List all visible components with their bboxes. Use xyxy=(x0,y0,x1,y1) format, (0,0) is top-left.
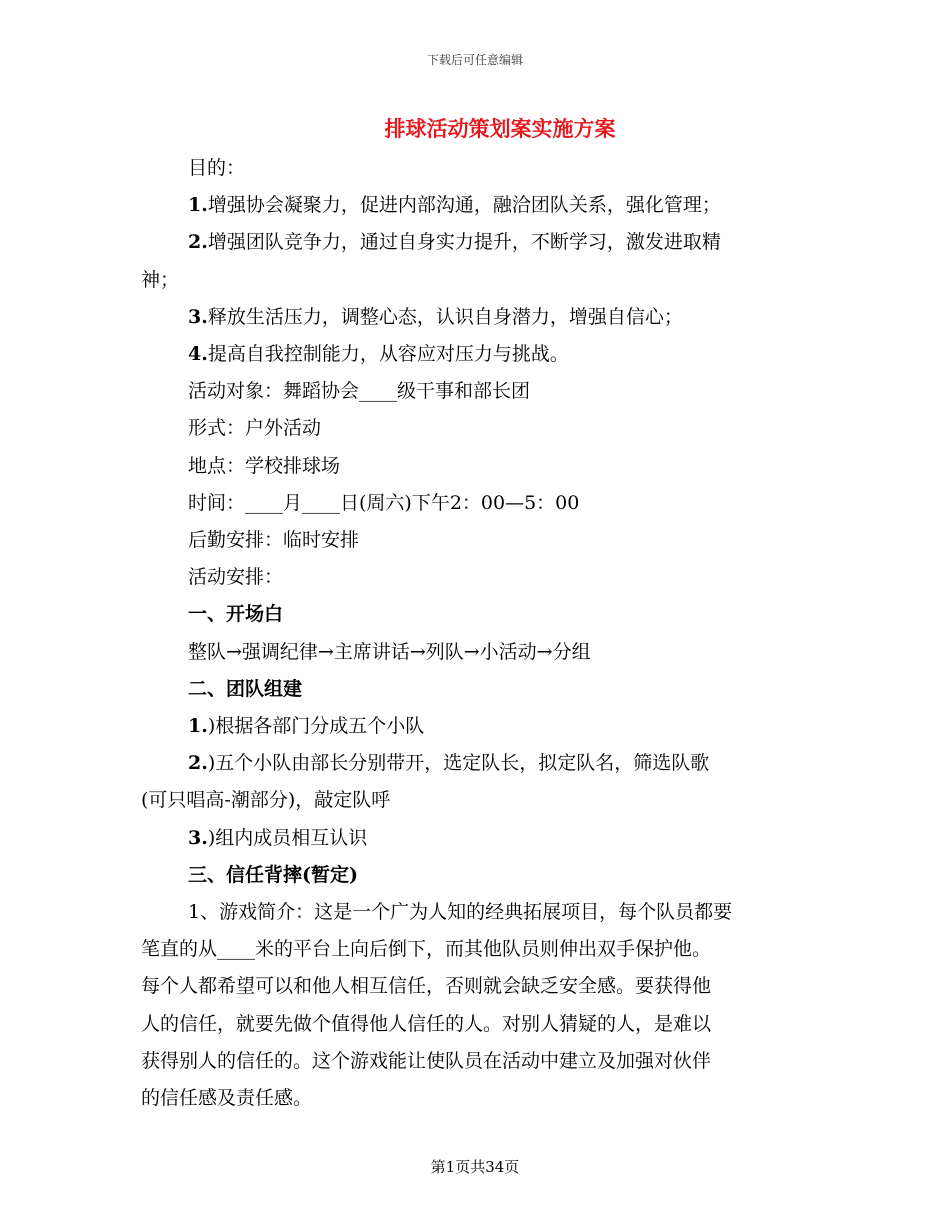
section-2-item-3 xyxy=(141,820,811,857)
item-number: 2. xyxy=(188,231,208,254)
item-text: 增强协会凝聚力，促进内部沟通，融洽团队关系，强化管理； xyxy=(207,194,721,217)
purpose-label: 目的： xyxy=(188,157,246,179)
section-2-item-2 xyxy=(141,745,811,782)
section-1-flow: 整队→强调纪律→主席讲话→列队→小活动→分组 xyxy=(188,640,591,663)
game-intro-line-5: 获得别人的信任的。这个游戏能让使队员在活动中建立及加强对伙伴 xyxy=(141,1049,712,1072)
item-text: )根据各部门分成五个小队 xyxy=(207,715,425,738)
item-text: 释放生活压力，调整心态，认识自身潜力，增强自信心； xyxy=(207,305,683,328)
game-intro-line-1: 1、游戏简介：这是一个广为人知的经典拓展项目，每个队员都要 xyxy=(188,901,733,924)
item-number: 1. xyxy=(188,715,208,738)
section-1-title: 一、开场白 xyxy=(188,603,284,626)
item-text: )五个小队由部长分别带开，选定队长，拟定队名，筛选队歌 xyxy=(207,752,710,775)
document-title: 排球活动策划案实施方案 xyxy=(384,116,616,141)
activity-logistics: 后勤安排：临时安排 xyxy=(188,529,360,552)
item-text: 提高自我控制能力，从容应对压力与挑战。 xyxy=(207,343,569,366)
item-number: 1. xyxy=(188,194,208,217)
item-number: 3. xyxy=(188,305,208,328)
activity-form: 形式：户外活动 xyxy=(188,417,322,440)
page-footer: 第1页共34页 xyxy=(430,1158,520,1176)
item-text: 增强团队竞争力，通过自身实力提升，不断学习，激发进取精 xyxy=(207,231,721,254)
purpose-item-3 xyxy=(141,299,811,336)
item-number: 3. xyxy=(188,826,208,849)
purpose-item-1 xyxy=(141,187,811,224)
purpose-item-2-continued: 神； xyxy=(141,268,180,291)
document-body xyxy=(141,150,811,1117)
game-intro-line-3: 每个人都希望可以和他人相互信任，否则就会缺乏安全感。要获得他 xyxy=(141,975,712,998)
activity-target: 活动对象：舞蹈协会____级干事和部长团 xyxy=(188,380,531,403)
activity-time: 时间：____月____日(周六)下午2：00—5：00 xyxy=(188,491,580,514)
activity-place: 地点：学校排球场 xyxy=(188,454,341,477)
purpose-item-4 xyxy=(141,336,811,373)
section-3-title: 三、信任背摔(暂定) xyxy=(188,863,358,886)
purpose-item-2 xyxy=(141,224,811,261)
item-number: 4. xyxy=(188,343,208,366)
section-2-title: 二、团队组建 xyxy=(188,677,303,700)
activity-arrangement: 活动安排： xyxy=(188,566,284,589)
section-2-item-1 xyxy=(141,708,811,745)
game-intro-line-2: 笔直的从____米的平台上向后倒下，而其他队员则伸出双手保护他。 xyxy=(141,938,712,961)
item-number: 2. xyxy=(188,752,208,775)
item-text: )组内成员相互认识 xyxy=(207,826,368,849)
section-2-item-2-continued: (可只唱高-潮部分)，敲定队呼 xyxy=(141,789,391,812)
game-intro-line-6: 的信任感及责任感。 xyxy=(141,1087,313,1110)
header-note: 下载后可任意编辑 xyxy=(426,53,523,67)
game-intro-line-4: 人的信任，就要先做个值得他人信任的人。对别人猜疑的人，是难以 xyxy=(141,1012,712,1035)
